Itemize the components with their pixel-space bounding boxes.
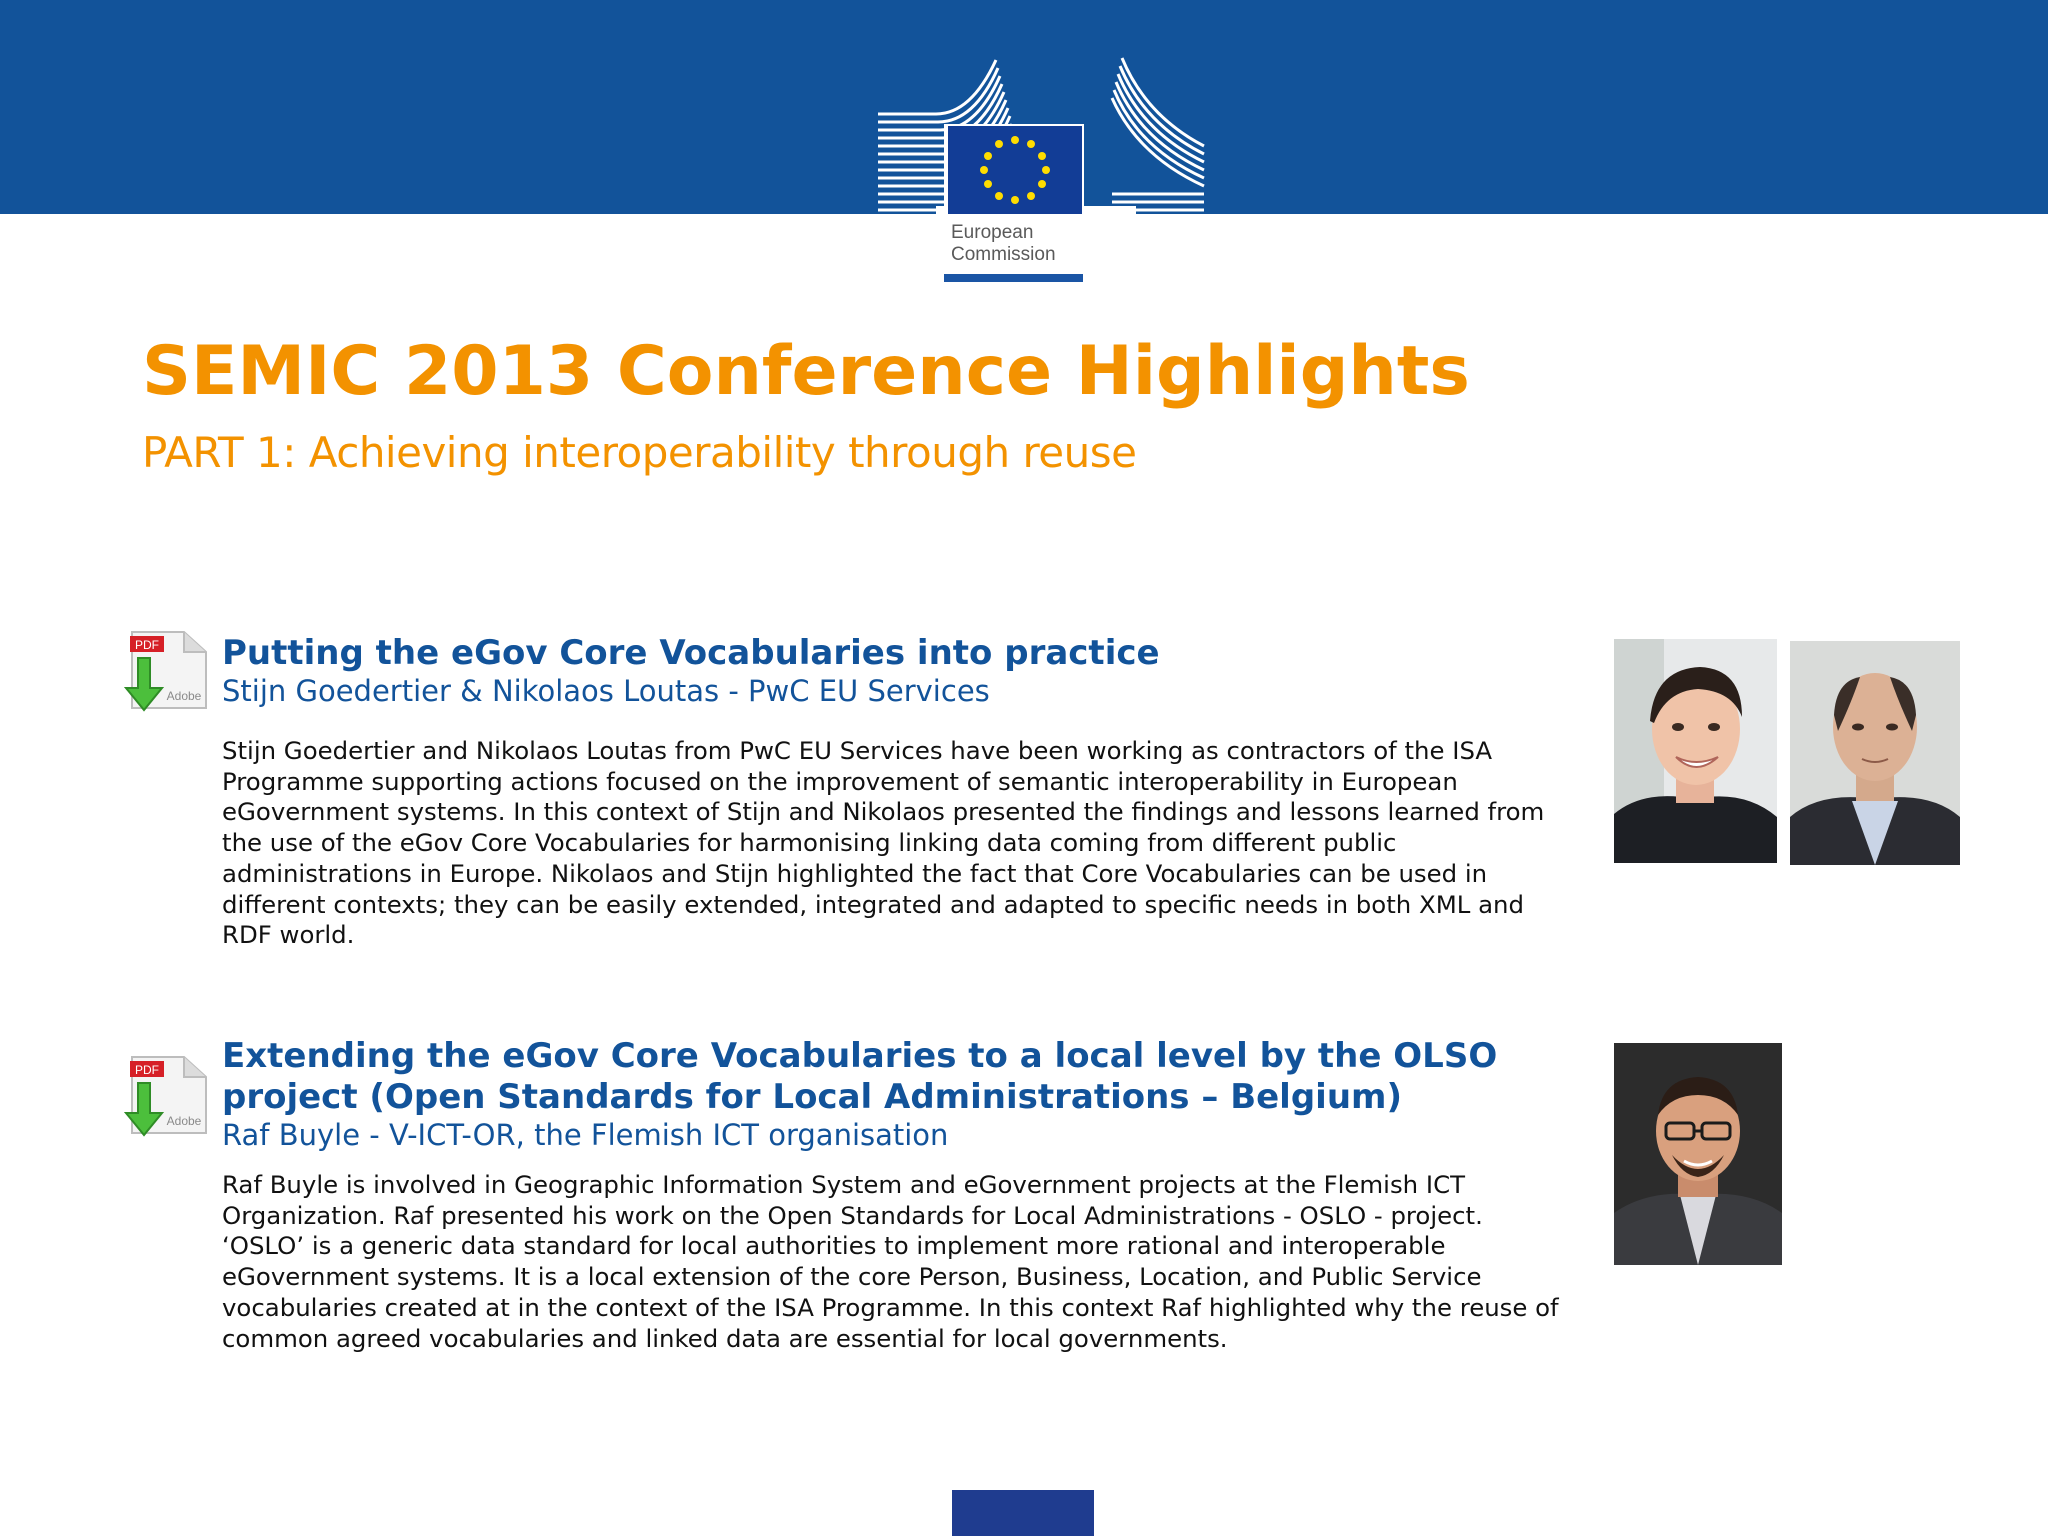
page-subtitle: PART 1: Achieving interoperability through reuse (142, 428, 1137, 477)
page-title: SEMIC 2013 Conference Highlights (142, 332, 1470, 411)
item-title[interactable] (222, 1036, 1497, 1118)
item-title-line: project (Open Standards for Local Administrations – Belgium) (222, 1077, 1402, 1117)
speaker-photo (1614, 1043, 1782, 1265)
logo-line-1: European (951, 222, 1034, 243)
pdf-tag: PDF (135, 1063, 159, 1077)
footer-eu-flag (952, 1490, 1094, 1536)
item-title-line: Putting the eGov Core Vocabularies into practice (222, 633, 1160, 673)
logo-line-2: Commission (951, 244, 1056, 265)
pdf-brand: Adobe (166, 1114, 202, 1128)
item-description: Raf Buyle is involved in Geographic Information System and eGovernment projects at the Flemish ICT Organization. Raf presented his work on the Open Standards for Local Administrations - OSLO - project. ‘OSLO’ is a generic data standard for local authorities to implement more rational and interoperable eGovernment systems. It is a local extension of the core Person, Business, Location, and Public Service vocabularies created at in the context of the ISA Programme. In this context Raf highlighted why the reuse of common agreed vocabularies and linked data are essential for local governments. (222, 1170, 1559, 1353)
item-title[interactable] (222, 633, 1160, 674)
logo-underline (944, 274, 1083, 282)
pdf-brand: Adobe (166, 689, 202, 703)
pdf-download-icon[interactable] (120, 1055, 210, 1137)
item-title-line: Extending the eGov Core Vocabularies to a local level by the OLSO (222, 1036, 1498, 1076)
item-description: Stijn Goedertier and Nikolaos Loutas from PwC EU Services have been working as contractors of the ISA Programme supporting actions focused on the improvement of semantic interoperability in European eGovernment systems. In this context of Stijn and Nikolaos presented the findings and lessons learned from the use of the eGov Core Vocabularies for harmonising linking data coming from different public administrations in Europe. Nikolaos and Stijn highlighted the fact that Core Vocabularies can be used in different contexts; they can be easily extended, integrated and adapted to specific needs in both XML and RDF world. (222, 736, 1545, 950)
speaker-photo (1614, 639, 1777, 863)
speaker-photo (1790, 641, 1960, 865)
item-speakers: Raf Buyle - V-ICT-OR, the Flemish ICT organisation (222, 1118, 949, 1152)
logo-wordmark (951, 222, 1056, 266)
item-speakers: Stijn Goedertier & Nikolaos Loutas - PwC EU Services (222, 674, 990, 708)
pdf-tag: PDF (135, 638, 159, 652)
pdf-download-icon[interactable] (120, 630, 210, 712)
